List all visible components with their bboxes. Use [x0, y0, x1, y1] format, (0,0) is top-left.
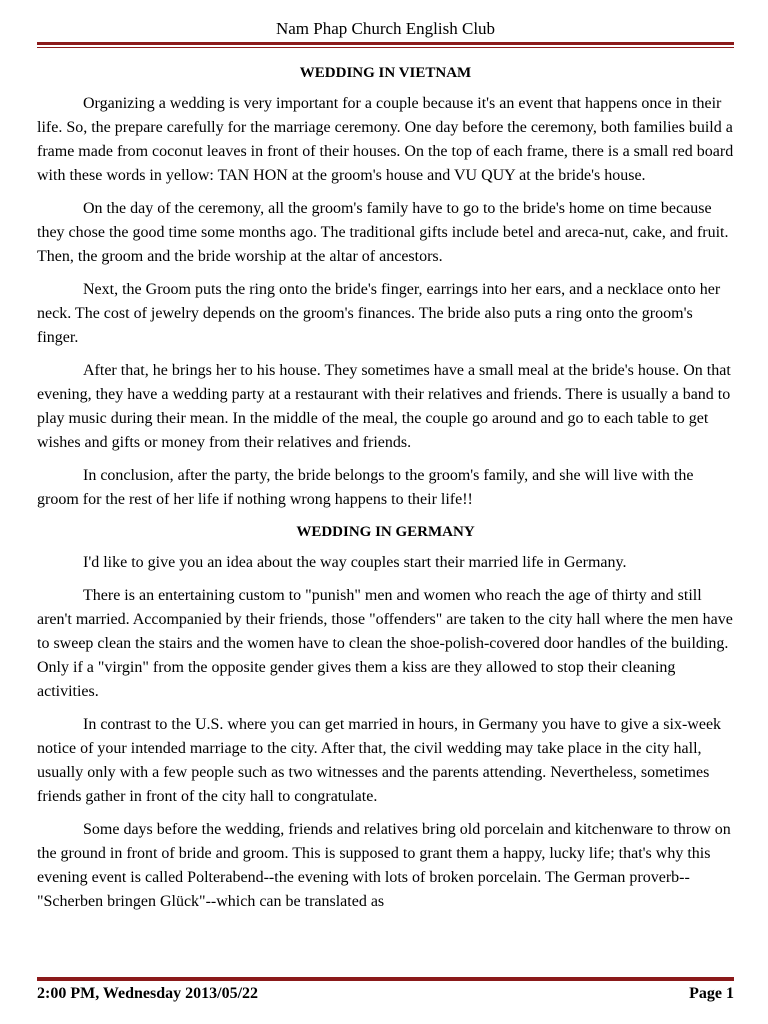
paragraph: Next, the Groom puts the ring onto the bride's finger, earrings into her ears, and a necklace onto her neck. The cost of jewelry depends on the groom's finances. The bride also puts a ring onto the groom's finger.: [37, 281, 721, 346]
paragraph: I'd like to give you an idea about the way couples start their married life in Germany.: [83, 554, 627, 571]
page-header: Nam Phap Church English Club: [275, 19, 496, 38]
paragraph: After that, he brings her to his house. They sometimes have a small meal at the bride's house. On that evening, they have a wedding party at a restaurant with their relatives and friends. There is usually a band to play music during their mean. In the middle of the meal, the couple go around and go to each table to get wishes and gifts or money from their relatives and friends.: [37, 362, 731, 451]
footer-rule: [37, 975, 734, 981]
section-heading-vietnam: WEDDING IN VIETNAM: [299, 65, 472, 81]
document-body: [37, 62, 734, 923]
paragraph: In conclusion, after the party, the bride belongs to the groom's family, and she will live with the groom for the rest of her life if nothing wrong happens to their life!!: [37, 467, 694, 508]
header-rule: [37, 42, 734, 48]
section-heading-germany: WEDDING IN GERMANY: [296, 524, 475, 540]
paragraph: Some days before the wedding, friends and relatives bring old porcelain and kitchenware to throw on the ground in front of bride and groom. This is supposed to grant them a happy, lucky life; that's why this evening event is called Polterabend--the evening with lots of broken porcelain. The German proverb--"Scherben bringen Glück"--which can be translated as: [37, 821, 731, 910]
page-number: Page 1: [689, 985, 734, 1002]
paragraph: Organizing a wedding is very important for a couple because it's an event that happens once in their life. So, the prepare carefully for the marriage ceremony. One day before the ceremony, both families build a frame made from coconut leaves in front of their houses. On the top of each frame, there is a small red board with these words in yellow: TAN HON at the groom's house and VU QUY at the bride's house.: [37, 95, 734, 184]
paragraph: On the day of the ceremony, all the groom's family have to go to the bride's home on time because they chose the good time some months ago. The traditional gifts include betel and areca-nut, cake, and fruit. Then, the groom and the bride worship at the altar of ancestors.: [37, 200, 729, 265]
paragraph: There is an entertaining custom to "punish" men and women who reach the age of thirty and still aren't married. Accompanied by their friends, those "offenders" are taken to the city hall where the men have to sweep clean the stairs and the women have to clean the shoe-polish-covered door handles of the building. Only if a "virgin" from the opposite gender gives them a kiss are they allowed to stop their cleaning activities.: [37, 587, 733, 700]
footer-datetime: 2:00 PM, Wednesday 2013/05/22: [37, 985, 259, 1002]
paragraph: In contrast to the U.S. where you can get married in hours, in Germany you have to give a six-week notice of your intended marriage to the city. After that, the civil wedding may take place in the city hall, usually only with a few people such as two witnesses and the parents attending. Nevertheless, sometimes friends gather in front of the city hall to congratulate.: [37, 716, 722, 805]
